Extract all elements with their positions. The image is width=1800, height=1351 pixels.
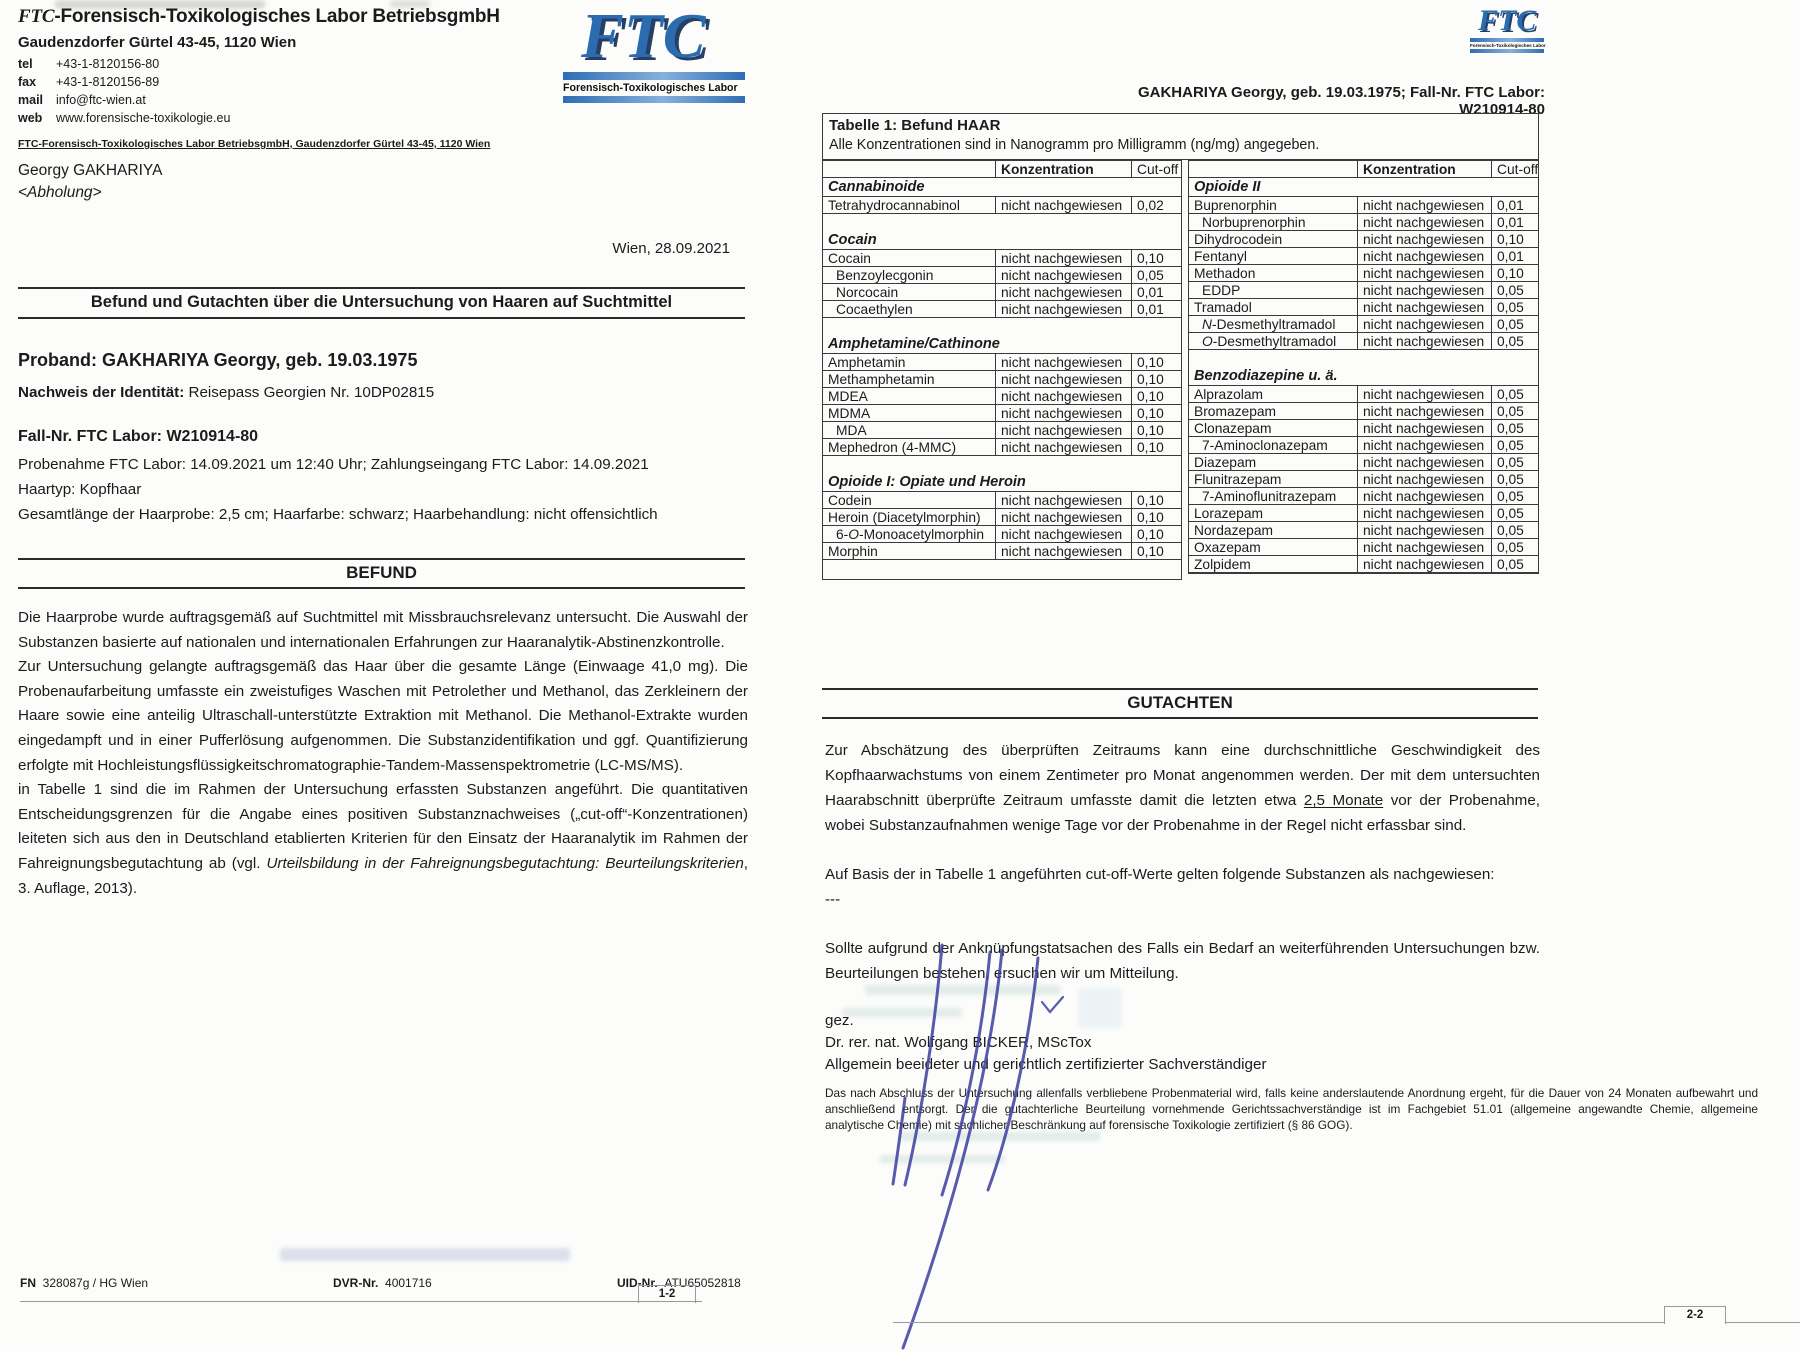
konzentration-cell: nicht nachgewiesen bbox=[995, 526, 1132, 543]
table-spacer bbox=[823, 214, 1181, 231]
table-row bbox=[1189, 299, 1538, 316]
footer-fn bbox=[20, 1276, 148, 1290]
cutoff-cell: 0,10 bbox=[1132, 422, 1181, 439]
cutoff-cell: 0,05 bbox=[1492, 437, 1538, 454]
company-name bbox=[18, 6, 500, 28]
signature-gez: gez. bbox=[825, 1012, 854, 1029]
cutoff-cell: 0,05 bbox=[1492, 522, 1538, 539]
substance-cell: Dihydrocodein bbox=[1189, 231, 1357, 248]
konzentration-cell: nicht nachgewiesen bbox=[995, 422, 1132, 439]
table-row bbox=[1189, 437, 1538, 454]
konzentration-cell: nicht nachgewiesen bbox=[1357, 231, 1492, 248]
table-row bbox=[1189, 471, 1538, 488]
table-row bbox=[1189, 265, 1538, 282]
ftc-logo-small bbox=[1470, 6, 1544, 53]
table-row bbox=[1189, 282, 1538, 299]
cutoff-cell: 0,05 bbox=[1492, 282, 1538, 299]
substance-cell: Norcocain bbox=[823, 284, 995, 301]
table-row bbox=[823, 354, 1181, 371]
konzentration-cell: nicht nachgewiesen bbox=[1357, 248, 1492, 265]
ftc-logo-subtitle: Forensisch-Toxikologisches Labor bbox=[563, 82, 738, 94]
footer-fn-value: 328087g / HG Wien bbox=[42, 1276, 149, 1290]
table-spacer bbox=[823, 456, 1181, 473]
substance-cell: Cocaethylen bbox=[823, 301, 995, 318]
identity-label: Nachweis der Identität: bbox=[18, 384, 185, 401]
cutoff-cell: 0,10 bbox=[1132, 439, 1181, 456]
substance-cell: 6-O-Monoacetylmorphin bbox=[823, 526, 995, 543]
substance-cell: Heroin (Diacetylmorphin) bbox=[823, 509, 995, 526]
table-group-title: Amphetamine/Cathinone bbox=[823, 335, 1181, 354]
konzentration-cell: nicht nachgewiesen bbox=[995, 284, 1132, 301]
table-row bbox=[1189, 522, 1538, 539]
footer-dvr-label: DVR-Nr. bbox=[333, 1276, 379, 1290]
ftc-logo-text: FTC bbox=[581, 0, 706, 71]
table-row bbox=[1189, 539, 1538, 556]
ftc-logo-bar bbox=[563, 96, 745, 103]
table-row bbox=[1189, 316, 1538, 333]
konzentration-cell: nicht nachgewiesen bbox=[1357, 386, 1492, 403]
table-row bbox=[1189, 231, 1538, 248]
substance-cell: 7-Aminoclonazepam bbox=[1189, 437, 1357, 454]
substance-cell: Cocain bbox=[823, 250, 995, 267]
table-row bbox=[1189, 403, 1538, 420]
footer-fn-label: FN bbox=[20, 1276, 36, 1290]
cutoff-header-cell: Cut-off bbox=[1492, 161, 1538, 178]
company-address: Gaudenzdorfer Gürtel 43-45, 1120 Wien bbox=[18, 34, 297, 51]
signature-ink bbox=[845, 928, 1105, 1351]
table-row bbox=[1189, 197, 1538, 214]
footer-line-left bbox=[20, 1301, 702, 1302]
cutoff-cell: 0,05 bbox=[1492, 488, 1538, 505]
substance-cell: Methadon bbox=[1189, 265, 1357, 282]
results-table-left-block bbox=[822, 160, 1182, 580]
konzentration-cell: nicht nachgewiesen bbox=[1357, 539, 1492, 556]
table-row bbox=[823, 301, 1181, 318]
table-row bbox=[1189, 214, 1538, 231]
konzentration-cell: nicht nachgewiesen bbox=[995, 250, 1132, 267]
konzentration-cell: nicht nachgewiesen bbox=[1357, 403, 1492, 420]
table-row bbox=[1189, 333, 1538, 350]
cutoff-cell: 0,01 bbox=[1132, 301, 1181, 318]
contact-mail-label: mail bbox=[18, 93, 44, 107]
konzentration-cell: nicht nachgewiesen bbox=[995, 267, 1132, 284]
befund-body bbox=[18, 606, 748, 901]
hair-type-line: Haartyp: Kopfhaar bbox=[18, 481, 142, 498]
date-line: Wien, 28.09.2021 bbox=[612, 240, 730, 257]
contact-web bbox=[18, 109, 230, 127]
table-row bbox=[1189, 454, 1538, 471]
substance-cell: Zolpidem bbox=[1189, 556, 1357, 573]
table-group-title: Opioide I: Opiate und Heroin bbox=[823, 473, 1181, 492]
substance-cell: Nordazepam bbox=[1189, 522, 1357, 539]
substance-cell: Bromazepam bbox=[1189, 403, 1357, 420]
konzentration-cell: nicht nachgewiesen bbox=[1357, 437, 1492, 454]
konzentration-cell: nicht nachgewiesen bbox=[1357, 522, 1492, 539]
footnote: Das nach Abschluss der Untersuchung allenfalls verbliebene Probenmaterial wird, falls keine anderslautende Anordnung ergeht, für die Dauer von 24 Monaten aufbewahrt und anschließend entsorgt. Der die gutachterliche Beurteilung vornehmende Gerichtssachverständige ist im Fachgebiet 51.01 (allgemeine angewandte Chemie, allgemeine analytische Chemie) mit sachlicher Beschränkung auf forensische Toxikologie zertifiziert (§ 86 GOG). bbox=[825, 1086, 1758, 1132]
contact-web-label: web bbox=[18, 111, 43, 125]
contact-fax-value: +43-1-8120156-89 bbox=[56, 75, 160, 89]
cutoff-cell: 0,01 bbox=[1492, 248, 1538, 265]
gutachten-paragraph: --- bbox=[825, 891, 841, 908]
ftc-logo-bar bbox=[1470, 49, 1544, 53]
konzentration-cell: nicht nachgewiesen bbox=[995, 197, 1132, 214]
footer-dvr bbox=[333, 1276, 432, 1290]
substance-cell: Alprazolam bbox=[1189, 386, 1357, 403]
table-group-title: Benzodiazepine u. ä. bbox=[1189, 367, 1538, 386]
cutoff-cell: 0,05 bbox=[1492, 420, 1538, 437]
cutoff-cell: 0,05 bbox=[1492, 316, 1538, 333]
ftc-logo-bar bbox=[563, 72, 745, 80]
results-table-right-block bbox=[1188, 160, 1539, 574]
befund-paragraph: in Tabelle 1 sind die im Rahmen der Untersuchung erfassten Substanzen angeführt. Die quantitativen Entscheidungsgrenzen für die Angabe eines positiven Substanznachweises („cut-off“-Konzentrationen) leiteten sich aus den in Deutschland etablierten Kriterien für den Einsatz der Haaranalytik im Rahmen der Fahreignungsbegutachtung ab (vgl. Urteilsbildung in der Fahreignungsbegutachtung: Beurteilungskriterien, 3. Auflage, 2013). bbox=[18, 781, 749, 897]
case-number-line: Fall-Nr. FTC Labor: W210914-80 bbox=[18, 428, 259, 445]
sample-line: Probenahme FTC Labor: 14.09.2021 um 12:40 Uhr; Zahlungseingang FTC Labor: 14.09.2021 bbox=[18, 456, 649, 473]
cutoff-cell: 0,05 bbox=[1492, 471, 1538, 488]
konzentration-cell: nicht nachgewiesen bbox=[995, 543, 1132, 560]
gutachten-heading: GUTACHTEN bbox=[822, 688, 1538, 719]
cutoff-cell: 0,05 bbox=[1492, 556, 1538, 573]
table-row bbox=[823, 197, 1181, 214]
substance-cell: MDMA bbox=[823, 405, 995, 422]
table-header-row bbox=[1189, 161, 1538, 178]
table-row bbox=[1189, 420, 1538, 437]
gutachten-paragraph: Auf Basis der in Tabelle 1 angeführten cut-off-Werte gelten folgende Substanzen als nachgewiesen: bbox=[825, 866, 1495, 883]
cutoff-cell: 0,05 bbox=[1492, 299, 1538, 316]
konzentration-cell: nicht nachgewiesen bbox=[995, 301, 1132, 318]
konzentration-cell: nicht nachgewiesen bbox=[1357, 454, 1492, 471]
table-row bbox=[823, 250, 1181, 267]
contact-mail-value: info@ftc-wien.at bbox=[56, 93, 146, 107]
cutoff-cell: 0,10 bbox=[1132, 250, 1181, 267]
cutoff-cell: 0,05 bbox=[1492, 333, 1538, 350]
cutoff-cell: 0,10 bbox=[1492, 231, 1538, 248]
table-title-box bbox=[822, 113, 1539, 160]
company-name-rest: -Forensisch-Toxikologisches Labor BetriebsgmbH bbox=[54, 6, 500, 27]
table-row bbox=[1189, 505, 1538, 522]
konzentration-cell: nicht nachgewiesen bbox=[1357, 316, 1492, 333]
contact-web-value: www.forensische-toxikologie.eu bbox=[56, 111, 231, 125]
substance-cell: Benzoylecgonin bbox=[823, 267, 995, 284]
substance-cell: Diazepam bbox=[1189, 454, 1357, 471]
substance-cell: Fentanyl bbox=[1189, 248, 1357, 265]
konzentration-cell: nicht nachgewiesen bbox=[1357, 265, 1492, 282]
table-row bbox=[823, 543, 1181, 560]
substance-cell: MDA bbox=[823, 422, 995, 439]
cutoff-cell: 0,10 bbox=[1132, 509, 1181, 526]
substance-cell: 7-Aminoflunitrazepam bbox=[1189, 488, 1357, 505]
table-spacer bbox=[823, 318, 1181, 335]
identity-value: Reisepass Georgien Nr. 10DP02815 bbox=[184, 384, 435, 401]
ftc-logo bbox=[563, 0, 745, 103]
table-blank-row bbox=[823, 560, 1181, 579]
konzentration-cell: nicht nachgewiesen bbox=[1357, 333, 1492, 350]
substance-cell: Morphin bbox=[823, 543, 995, 560]
footer-uid-value: ATU65052818 bbox=[664, 1276, 741, 1290]
cutoff-cell: 0,05 bbox=[1492, 505, 1538, 522]
table-subtitle: Alle Konzentrationen sind in Nanogramm pro Milligramm (ng/mg) angegeben. bbox=[829, 137, 1320, 153]
cutoff-cell: 0,01 bbox=[1492, 197, 1538, 214]
konzentration-header-cell: Konzentration bbox=[995, 161, 1132, 178]
cutoff-cell: 0,05 bbox=[1132, 267, 1181, 284]
contact-tel-label: tel bbox=[18, 57, 33, 71]
table-header-row bbox=[823, 161, 1181, 178]
substance-cell: MDEA bbox=[823, 388, 995, 405]
konzentration-cell: nicht nachgewiesen bbox=[995, 405, 1132, 422]
cutoff-cell: 0,05 bbox=[1492, 454, 1538, 471]
befund-paragraph: Zur Untersuchung gelangte auftragsgemäß das Haar über die gesamte Länge (Einwaage 41,0 mg). Die Probenaufarbeitung umfasste ein zweistufiges Waschen mit Petrolether und Methanol, das Zerkleinern der Haare sowie eine anteilig Ultraschall-unterstützte Extraktion mit Methanol. Die Methanol-Extrakte wurden eingedampft und in einer Pufferlösung aufgenommen. Die Substanzidentifikation und ggf. Quantifizierung erfolgte mit Hochleistungsflüssigkeitschromatographie-Tandem-Massenspektrometrie (LC-MS/MS). bbox=[18, 658, 748, 774]
table-row bbox=[823, 371, 1181, 388]
proband-line: Proband: GAKHARIYA Georgy, geb. 19.03.1975 bbox=[18, 350, 418, 370]
contact-fax-label: fax bbox=[18, 75, 37, 89]
cutoff-cell: 0,05 bbox=[1492, 403, 1538, 420]
cutoff-cell: 0,05 bbox=[1492, 386, 1538, 403]
table-row bbox=[823, 439, 1181, 456]
substance-cell: Amphetamin bbox=[823, 354, 995, 371]
substance-cell: Norbuprenorphin bbox=[1189, 214, 1357, 231]
substance-header-cell bbox=[1189, 161, 1357, 178]
contact-block bbox=[18, 55, 230, 127]
company-name-serif: FTC bbox=[18, 6, 55, 27]
cutoff-cell: 0,02 bbox=[1132, 197, 1181, 214]
recipient-note: <Abholung> bbox=[18, 184, 102, 201]
table-row bbox=[823, 267, 1181, 284]
table-group-title: Cocain bbox=[823, 231, 1181, 250]
doc-title: Befund und Gutachten über die Untersuchung von Haaren auf Suchtmittel bbox=[18, 287, 745, 319]
befund-heading: BEFUND bbox=[18, 558, 745, 589]
table-row bbox=[1189, 248, 1538, 265]
table-row bbox=[1189, 488, 1538, 505]
befund-paragraph: Die Haarprobe wurde auftragsgemäß auf Suchtmittel mit Missbrauchsrelevanz untersucht. Die Auswahl der Substanzen basierte auf nationalen und internationalen Erfahrungen zur Haaranalytik-Abstinenzkontrolle. bbox=[18, 609, 748, 651]
substance-cell: N-Desmethyltramadol bbox=[1189, 316, 1357, 333]
table-spacer bbox=[1189, 350, 1538, 367]
ftc-logo-subtitle: Forensisch-Toxikologisches Labor bbox=[1470, 43, 1546, 48]
konzentration-cell: nicht nachgewiesen bbox=[995, 492, 1132, 509]
page-number-left: 1-2 bbox=[638, 1285, 696, 1303]
konzentration-cell: nicht nachgewiesen bbox=[995, 439, 1132, 456]
substance-cell: Lorazepam bbox=[1189, 505, 1357, 522]
cutoff-cell: 0,01 bbox=[1132, 284, 1181, 301]
gutachten-paragraph: Zur Abschätzung des überprüften Zeitraums kann eine durchschnittliche Geschwindigkeit des Kopfhaarwachstums von einem Zentimeter pro Monat angenommen werden. Der mit dem untersuchten Haarabschnitt überprüfte Zeitraum umfasste damit die letzten etwa 2,5 Monate vor der Probenahme, wobei Substanzaufnahmen wenige Tage vor der Probenahme in der Regel nicht erfassbar sind. bbox=[825, 742, 1540, 834]
konzentration-cell: nicht nachgewiesen bbox=[1357, 420, 1492, 437]
konzentration-cell: nicht nachgewiesen bbox=[1357, 282, 1492, 299]
cutoff-cell: 0,10 bbox=[1132, 388, 1181, 405]
konzentration-cell: nicht nachgewiesen bbox=[1357, 299, 1492, 316]
footer-dvr-value: 4001716 bbox=[385, 1276, 432, 1290]
konzentration-cell: nicht nachgewiesen bbox=[1357, 556, 1492, 573]
gutachten-paragraph: Sollte aufgrund der Anknüpfungstatsachen des Falls ein Bedarf an weiterführenden Untersuchungen bzw. Beurteilungen bestehen, ersuchen wir um Mitteilung. bbox=[825, 940, 1540, 982]
cutoff-cell: 0,05 bbox=[1492, 539, 1538, 556]
cutoff-cell: 0,10 bbox=[1132, 354, 1181, 371]
right-header-line: GAKHARIYA Georgy, geb. 19.03.1975; Fall-Nr. FTC Labor: W210914-80 bbox=[1137, 84, 1545, 118]
contact-tel-value: +43-1-8120156-80 bbox=[56, 57, 160, 71]
cutoff-cell: 0,10 bbox=[1492, 265, 1538, 282]
footer-uid-label: UID-Nr. bbox=[617, 1276, 658, 1290]
substance-cell: Buprenorphin bbox=[1189, 197, 1357, 214]
cutoff-cell: 0,10 bbox=[1132, 405, 1181, 422]
konzentration-cell: nicht nachgewiesen bbox=[995, 509, 1132, 526]
substance-cell: Oxazepam bbox=[1189, 539, 1357, 556]
identity-line bbox=[18, 384, 434, 401]
konzentration-cell: nicht nachgewiesen bbox=[1357, 197, 1492, 214]
signature-title: Allgemein beeideter und gerichtlich zertifizierter Sachverständiger bbox=[825, 1056, 1267, 1073]
table-row bbox=[823, 526, 1181, 543]
ftc-logo-bar bbox=[1470, 38, 1544, 42]
substance-cell: Mephedron (4-MMC) bbox=[823, 439, 995, 456]
konzentration-cell: nicht nachgewiesen bbox=[1357, 488, 1492, 505]
substance-header-cell bbox=[823, 161, 995, 178]
substance-cell: EDDP bbox=[1189, 282, 1357, 299]
substance-cell: Methamphetamin bbox=[823, 371, 995, 388]
table-title: Tabelle 1: Befund HAAR bbox=[829, 117, 1001, 134]
cutoff-cell: 0,10 bbox=[1132, 371, 1181, 388]
konzentration-cell: nicht nachgewiesen bbox=[1357, 214, 1492, 231]
scan-artifact bbox=[280, 1248, 570, 1261]
contact-mail bbox=[18, 91, 230, 109]
table-row bbox=[1189, 386, 1538, 403]
page-number-right: 2-2 bbox=[1664, 1306, 1726, 1324]
cutoff-header-cell: Cut-off bbox=[1132, 161, 1181, 178]
table-row bbox=[823, 405, 1181, 422]
sender-line: FTC-Forensisch-Toxikologisches Labor BetriebsgmbH, Gaudenzdorfer Gürtel 43-45, 1120 Wien bbox=[18, 138, 491, 150]
konzentration-cell: nicht nachgewiesen bbox=[995, 371, 1132, 388]
recipient-name: Georgy GAKHARIYA bbox=[18, 162, 163, 179]
cutoff-cell: 0,01 bbox=[1492, 214, 1538, 231]
cutoff-cell: 0,10 bbox=[1132, 543, 1181, 560]
table-row bbox=[823, 492, 1181, 509]
contact-tel bbox=[18, 55, 230, 73]
contact-fax bbox=[18, 73, 230, 91]
table-row bbox=[823, 509, 1181, 526]
cutoff-cell: 0,10 bbox=[1132, 492, 1181, 509]
cutoff-cell: 0,10 bbox=[1132, 526, 1181, 543]
table-row bbox=[823, 422, 1181, 439]
konzentration-cell: nicht nachgewiesen bbox=[1357, 471, 1492, 488]
table-row bbox=[823, 388, 1181, 405]
substance-cell: Flunitrazepam bbox=[1189, 471, 1357, 488]
konzentration-cell: nicht nachgewiesen bbox=[1357, 505, 1492, 522]
signature-name: Dr. rer. nat. Wolfgang BICKER, MScTox bbox=[825, 1034, 1092, 1051]
table-group-title: Opioide II bbox=[1189, 178, 1538, 197]
table-row bbox=[1189, 556, 1538, 573]
konzentration-cell: nicht nachgewiesen bbox=[995, 388, 1132, 405]
konzentration-cell: nicht nachgewiesen bbox=[995, 354, 1132, 371]
substance-cell: Tramadol bbox=[1189, 299, 1357, 316]
substance-cell: Codein bbox=[823, 492, 995, 509]
substance-cell: Tetrahydrocannabinol bbox=[823, 197, 995, 214]
substance-cell: Clonazepam bbox=[1189, 420, 1357, 437]
hair-detail-line: Gesamtlänge der Haarprobe: 2,5 cm; Haarfarbe: schwarz; Haarbehandlung: nicht offensichtlich bbox=[18, 506, 658, 523]
table-row bbox=[823, 284, 1181, 301]
table-group-title: Cannabinoide bbox=[823, 178, 1181, 197]
substance-cell: O-Desmethyltramadol bbox=[1189, 333, 1357, 350]
konzentration-header-cell: Konzentration bbox=[1357, 161, 1492, 178]
ftc-logo-text: FTC bbox=[1478, 4, 1537, 37]
